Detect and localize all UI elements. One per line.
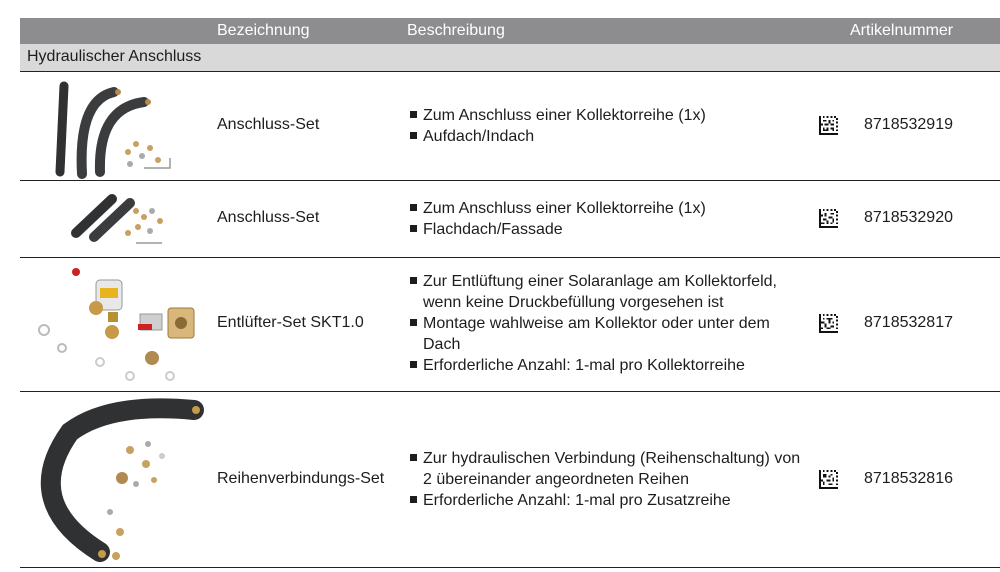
description-list [409, 198, 809, 240]
group-title: Hydraulischer Anschluss [27, 48, 202, 65]
product-name: Entlüfter-Set SKT1.0 [217, 314, 364, 331]
article-number: 8718532816 [864, 470, 953, 487]
description-list [409, 105, 809, 147]
description-list [409, 448, 809, 511]
description-list [409, 271, 809, 376]
description-bullet: Zur Entlüftung einer Solaranlage am Kollektorfeld, wenn keine Druckbefüllung vorgesehen ist [409, 271, 809, 313]
datamatrix-code-icon [819, 116, 838, 135]
table-header [20, 18, 1000, 44]
group-header [20, 44, 1000, 72]
product-name: Anschluss-Set [217, 209, 320, 226]
datamatrix-code-icon [819, 209, 838, 228]
product-name: Reihenverbindungs-Set [217, 470, 385, 487]
description-bullet: Aufdach/Indach [409, 126, 809, 147]
accessory-table [20, 18, 1000, 568]
description-bullet: Zum Anschluss einer Kollektorreihe (1x) [409, 105, 809, 126]
series-connection-set-image [20, 392, 210, 567]
product-name: Anschluss-Set [217, 116, 320, 133]
table-row [20, 258, 1000, 392]
connection-set-image [20, 181, 210, 257]
article-number: 8718532919 [864, 116, 953, 133]
article-number: 8718532817 [864, 314, 953, 331]
datamatrix-code-icon [819, 470, 838, 489]
table-row [20, 181, 1000, 258]
description-bullet: Erforderliche Anzahl: 1-mal pro Kollektorreihe [409, 355, 809, 376]
header-beschreibung: Beschreibung [407, 22, 505, 39]
air-vent-set-image [20, 258, 210, 391]
header-bezeichnung: Bezeichnung [217, 22, 310, 39]
connection-set-image [20, 72, 210, 180]
datamatrix-code-icon [819, 314, 838, 333]
description-bullet: Zum Anschluss einer Kollektorreihe (1x) [409, 198, 809, 219]
table-row [20, 392, 1000, 568]
description-bullet: Erforderliche Anzahl: 1-mal pro Zusatzreihe [409, 490, 809, 511]
header-artikelnummer: Artikelnummer [850, 22, 954, 39]
description-bullet: Montage wahlweise am Kollektor oder unter dem Dach [409, 313, 809, 355]
article-number: 8718532920 [864, 209, 953, 226]
description-bullet: Zur hydraulischen Verbindung (Reihenschaltung) von 2 übereinander angeordneten Reihen [409, 448, 809, 490]
description-bullet: Flachdach/Fassade [409, 219, 809, 240]
table-row [20, 72, 1000, 181]
